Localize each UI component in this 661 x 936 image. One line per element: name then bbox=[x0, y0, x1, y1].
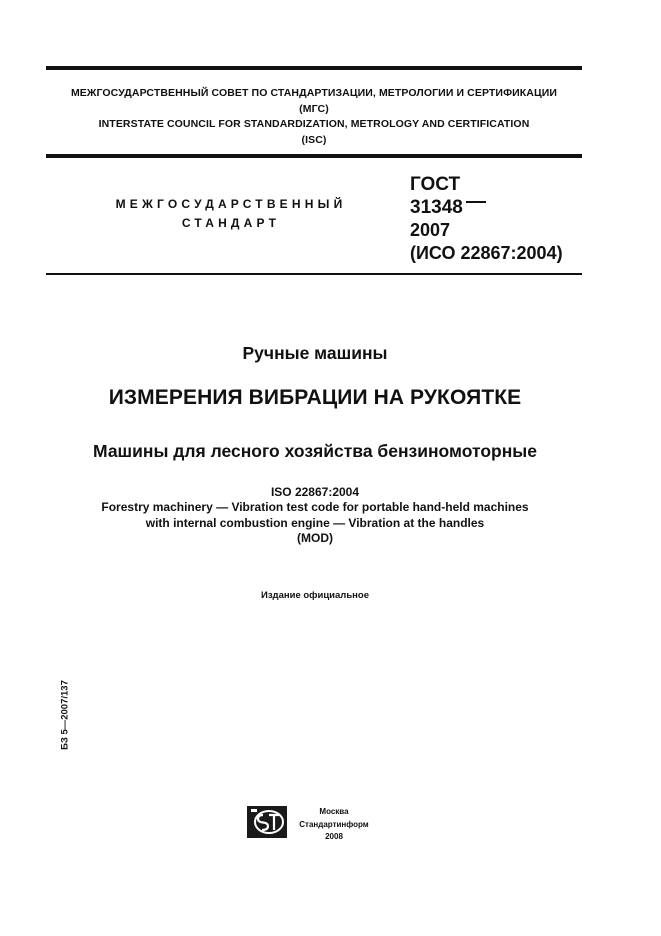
side-code: БЗ 5—2007/137 bbox=[59, 680, 71, 750]
edition-note: Издание официальное bbox=[261, 590, 369, 601]
council-abbr-en: (ISC) bbox=[301, 133, 327, 146]
gost-year: 2007 bbox=[410, 220, 451, 240]
standard-type-line2: СТАНДАРТ bbox=[181, 216, 281, 230]
standard-type-line1: МЕЖГОСУДАРСТВЕННЫЙ bbox=[115, 197, 347, 211]
standard-type bbox=[96, 195, 366, 233]
publisher-logo-icon bbox=[247, 806, 287, 838]
designation-divider bbox=[46, 273, 582, 275]
publisher-name: Стандартинформ bbox=[299, 819, 369, 829]
gost-designation bbox=[410, 173, 563, 265]
gost-number-line bbox=[410, 196, 563, 219]
iso-reference bbox=[20, 485, 610, 546]
council-abbr-ru: (МГС) bbox=[299, 102, 329, 115]
gost-label: ГОСТ bbox=[410, 174, 461, 195]
title-main: ИЗМЕРЕНИЯ ВИБРАЦИИ НА РУКОЯТКЕ bbox=[108, 386, 522, 409]
gost-dash bbox=[466, 201, 486, 203]
title-group: Ручные машины bbox=[242, 343, 388, 363]
header-divider bbox=[46, 154, 582, 158]
iso-title-line1: Forestry machinery — Vibration test code for portable hand-held machines bbox=[101, 500, 529, 515]
publisher-year: 2008 bbox=[325, 832, 343, 841]
council-name-en: INTERSTATE COUNCIL FOR STANDARDIZATION, METROLOGY AND CERTIFICATION bbox=[98, 118, 530, 131]
publisher-city: Москва bbox=[319, 807, 349, 816]
council-header bbox=[46, 86, 582, 148]
publisher-info bbox=[284, 806, 384, 844]
iso-modification: (MOD) bbox=[297, 530, 333, 545]
title-sub: Машины для лесного хозяйства бензиномоторные bbox=[93, 441, 537, 461]
iso-code: ISO 22867:2004 bbox=[270, 485, 360, 499]
council-name-ru: МЕЖГОСУДАРСТВЕННЫЙ СОВЕТ ПО СТАНДАРТИЗАЦИИ, МЕТРОЛОГИИ И СЕРТИФИКАЦИИ bbox=[70, 87, 558, 99]
top-rule bbox=[46, 66, 582, 70]
gost-number: 31348 bbox=[410, 197, 463, 218]
gost-iso-ref: (ИСО 22867:2004) bbox=[410, 243, 563, 263]
iso-title-line2: with internal combustion engine — Vibration at the handles bbox=[145, 515, 485, 530]
